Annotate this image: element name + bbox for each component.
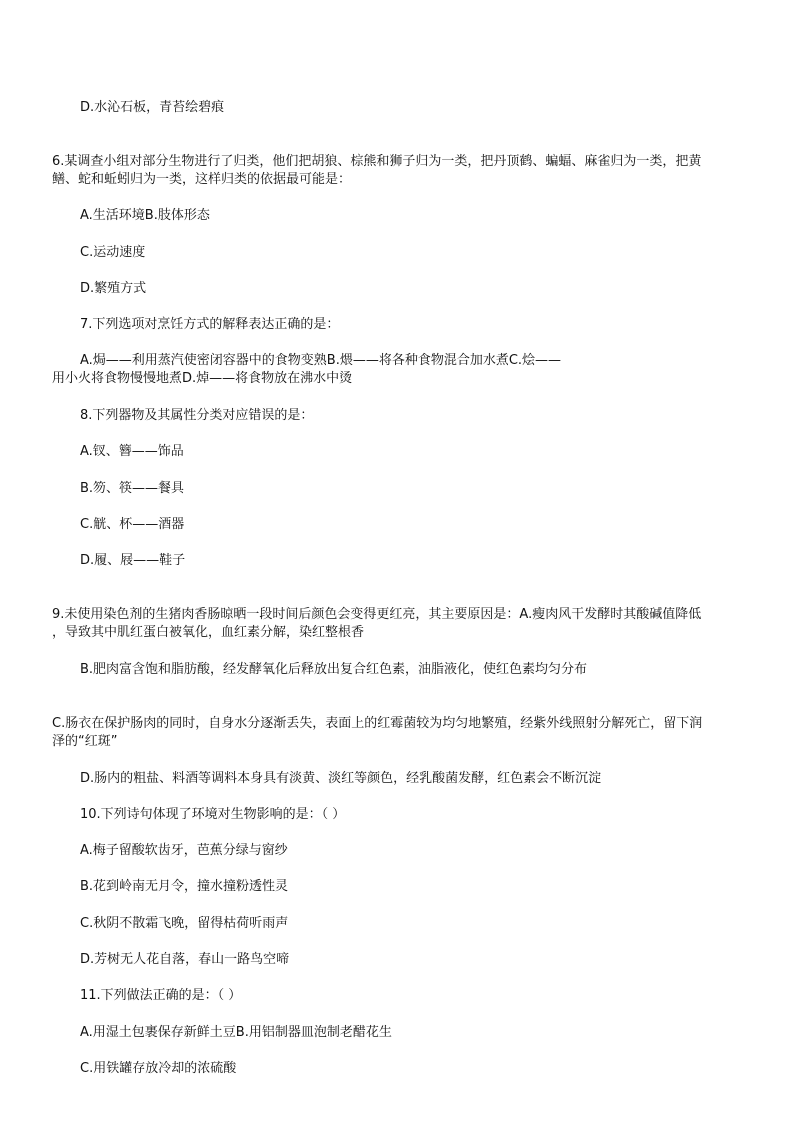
options-7-line-2: 用小火将食物慢慢地煮D.焯——将食物放在沸水中烫	[52, 371, 353, 386]
option-8d: D.履、屐——鞋子	[80, 553, 186, 568]
option-11c: C.用铁罐存放冷却的浓硫酸	[80, 1061, 237, 1076]
option-8c: C.觥、杯——酒器	[80, 517, 185, 532]
question-6-line-2: 鳝、蛇和蚯蚓归为一类，这样归类的依据最可能是：	[52, 172, 352, 187]
option-6ab: A.生活环境B.肢体形态	[80, 208, 210, 223]
question-6-line-1: 6.某调查小组对部分生物进行了归类，他们把胡狼、棕熊和狮子归为一类，把丹顶鹤、蝙蝠、麻雀归为一类，把黄	[52, 154, 702, 169]
option-9c-line-2: 泽的“红斑”	[52, 734, 118, 749]
option-9c-line-1: C.肠衣在保护肠肉的同时，自身水分逐渐丢失，表面上的红霉菌较为均匀地繁殖，经紫外线照射分解死亡，留下润	[52, 716, 703, 731]
option-9d: D.肠内的粗盐、料酒等调料本身具有淡黄、淡红等颜色，经乳酸菌发酵，红色素会不断沉淀	[80, 771, 602, 786]
question-11: 11.下列做法正确的是：（ ）	[80, 988, 242, 1003]
question-7: 7.下列选项对烹饪方式的解释表达正确的是：	[80, 317, 340, 332]
option-11ab: A.用湿土包裹保存新鲜土豆B.用铝制器皿泡制老醋花生	[80, 1025, 392, 1040]
option-5d: D.水沁石板，青苔绘碧痕	[80, 100, 225, 115]
question-8: 8.下列器物及其属性分类对应错误的是：	[80, 408, 314, 423]
option-6d: D.繁殖方式	[80, 281, 147, 296]
question-9-line-2: ，导致其中肌红蛋白被氧化，血红素分解，染红整根香	[52, 625, 365, 640]
option-10c: C.秋阴不散霜飞晚，留得枯荷听雨声	[80, 916, 289, 931]
question-9-line-1: 9.未使用染色剂的生猪肉香肠晾晒一段时间后颜色会变得更红亮，其主要原因是：A.瘦肉风干发酵时其酸碱值降低	[52, 607, 702, 622]
option-10d: D.芳树无人花自落，春山一路鸟空啼	[80, 952, 290, 967]
option-6c: C.运动速度	[80, 245, 146, 260]
option-8b: B.笏、筷——餐具	[80, 481, 185, 496]
options-7-line-1: A.焗——利用蒸汽使密闭容器中的食物变熟B.煨——将各种食物混合加水煮C.烩——	[80, 353, 562, 368]
question-10: 10.下列诗句体现了环境对生物影响的是：（ ）	[80, 807, 346, 822]
option-9b: B.肥肉富含饱和脂肪酸，经发酵氧化后释放出复合红色素，油脂液化，使红色素均匀分布	[80, 662, 588, 677]
option-10a: A.梅子留酸软齿牙，芭蕉分绿与窗纱	[80, 843, 288, 858]
option-10b: B.花到岭南无月令，撞水撞粉透性灵	[80, 879, 289, 894]
option-8a: A.钗、簪——饰品	[80, 444, 184, 459]
